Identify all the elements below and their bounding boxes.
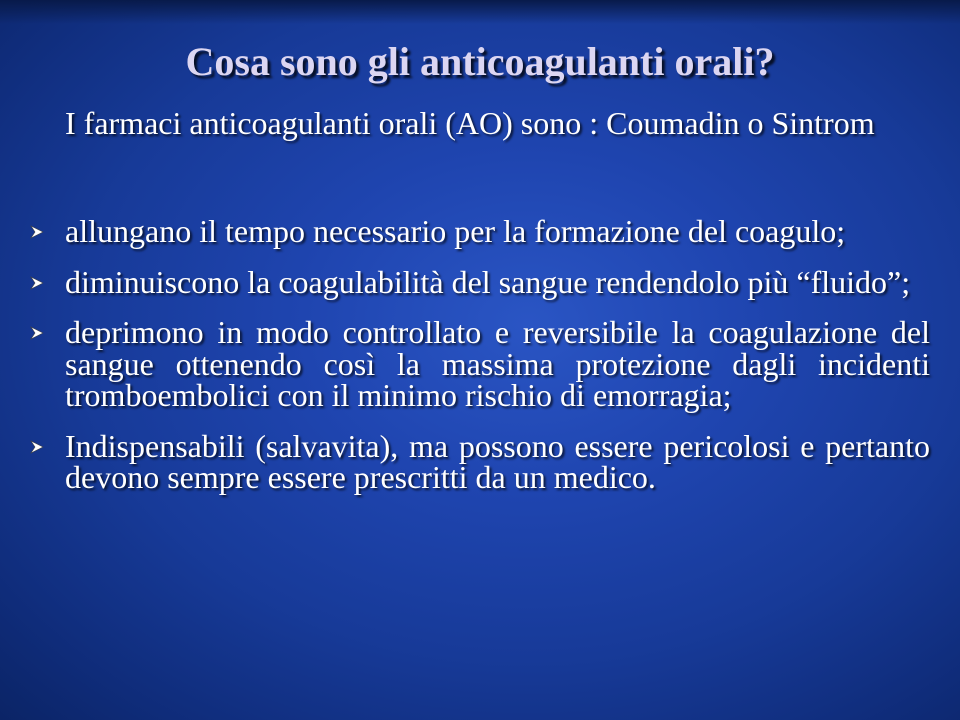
bullet-item bbox=[28, 213, 930, 249]
bullet-text: deprimono in modo controllato e reversibile la coagulazione del sangue ottenendo così la massima protezione dagli incidenti tromboembolici con il minimo rischio di emorragia; bbox=[65, 314, 930, 413]
bullet-text: allungano il tempo necessario per la formazione del coagulo; bbox=[65, 213, 846, 249]
bullet-item bbox=[28, 427, 930, 495]
bullet-list bbox=[28, 213, 930, 513]
bullet-text: diminuiscono la coagulabilità del sangue rendendolo più “fluido”; bbox=[65, 263, 911, 300]
bullet-item bbox=[28, 314, 930, 413]
arrowhead-bullet-icon bbox=[30, 225, 44, 239]
arrowhead-bullet-icon bbox=[30, 326, 44, 340]
arrowhead-bullet-icon bbox=[30, 276, 44, 290]
slide-title: Cosa sono gli anticoagulanti orali? bbox=[185, 39, 775, 84]
intro-text: I farmaci anticoagulanti orali (AO) sono : Coumadin o Sintrom bbox=[65, 105, 875, 141]
arrowhead-bullet-icon bbox=[30, 440, 44, 454]
top-shadow-band bbox=[0, 0, 960, 24]
bullet-text: Indispensabili (salvavita), ma possono essere pericolosi e pertanto devono sempre essere prescritti da un medico. bbox=[65, 427, 930, 495]
bullet-item bbox=[28, 263, 930, 300]
